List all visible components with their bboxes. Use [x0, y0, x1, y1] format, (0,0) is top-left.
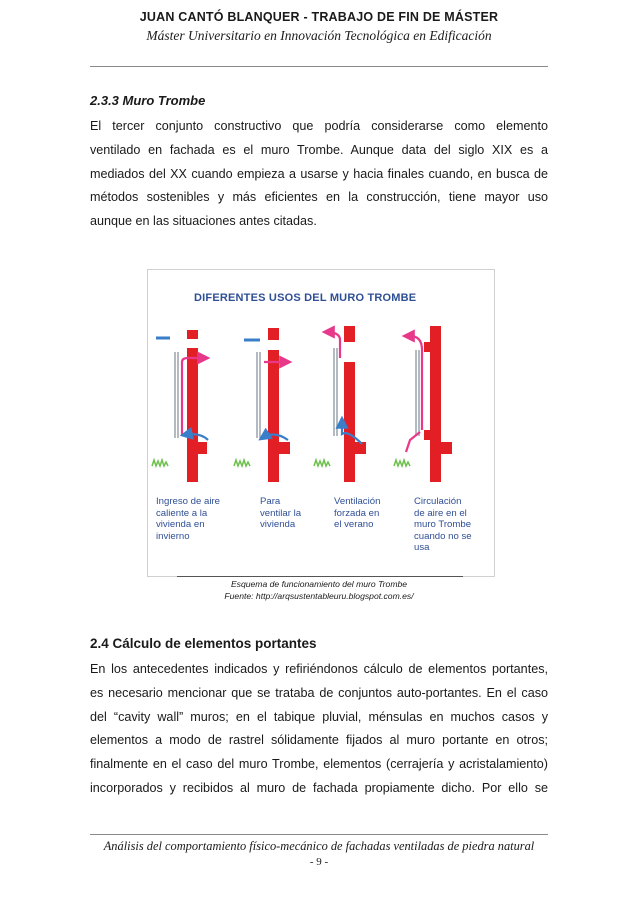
figure-caption: Esquema de funcionamiento del muro Trombe — [230, 579, 408, 589]
paragraph-line: En los antecedentes indicados y refiriéndonos cálculo de elementos portantes, — [90, 662, 548, 676]
glazing-icon — [334, 348, 337, 436]
grass-icon — [394, 460, 410, 466]
paragraph-line: mediados del XX cuando empieza a usarse y hacia finales cuando, en busca de — [90, 166, 548, 181]
grass-icon — [234, 460, 250, 466]
wall-section-icon — [424, 326, 452, 482]
cold-air-arrow-icon — [406, 432, 420, 452]
panel-3-summer-forced-ventilation — [314, 326, 366, 482]
section-heading-muro-trombe: 2.3.3 Muro Trombe — [90, 93, 206, 108]
paragraph-line: ventilado en fachada es el muro Trombe. Aunque data del siglo XIX es a — [90, 142, 548, 157]
paragraph-line: incorporados y recibidos al muro de fachada propiamente dicho. Por ello se — [90, 780, 548, 795]
glazing-icon — [416, 350, 419, 436]
figure-label-winter: Ingreso de aire caliente a la vivienda en invierno — [156, 496, 220, 542]
wall-section-icon — [344, 326, 366, 482]
figure-source: Fuente: http://arqsustentableuru.blogspot.com.es/ — [224, 591, 414, 601]
section-heading-calculo: 2.4 Cálculo de elementos portantes — [90, 636, 317, 651]
paragraph-line: El tercer conjunto constructivo que podría considerarse como elemento — [90, 119, 548, 133]
wall-section-icon — [187, 330, 207, 482]
header-subtitle: Máster Universitario en Innovación Tecnológica en Edificación — [146, 28, 492, 43]
header-title: JUAN CANTÓ BLANQUER - TRABAJO DE FIN DE MÁSTER — [139, 10, 499, 24]
paragraph-line: elementos a modo de rastrel sólidamente fijados al muro portante en otros; — [90, 733, 548, 748]
figure-label-ventilate: Para ventilar la vivienda — [260, 496, 302, 531]
figure-label-idle: Circulación de aire en el muro Trombe cuando no se usa — [414, 496, 472, 554]
figure-rule — [177, 576, 463, 577]
header-divider — [90, 66, 548, 67]
paragraph-line: métodos sostenibles y más eficientes en la construcción, tiene mayor uso — [90, 190, 548, 205]
paragraph-line: es necesario mencionar que se trataba de conjuntos auto-portantes. En el caso — [90, 685, 548, 700]
paragraph-calculo — [90, 657, 548, 800]
grass-icon — [314, 460, 330, 466]
footer-divider — [90, 834, 548, 835]
paragraph-muro-trombe — [90, 115, 548, 234]
page-number: - 9 - — [309, 856, 329, 868]
warm-air-arrow-icon — [326, 332, 340, 358]
figure-title: DIFERENTES USOS DEL MURO TROMBE — [194, 292, 417, 304]
grass-icon — [152, 460, 168, 466]
wall-section-icon — [268, 328, 290, 482]
paragraph-line: aunque en las situaciones antes citadas. — [90, 214, 317, 229]
glazing-icon — [175, 352, 178, 438]
glazing-icon — [257, 352, 260, 438]
footer-text: Análisis del comportamiento físico-mecánico de fachadas ventiladas de piedra natural — [103, 839, 535, 853]
panel-2-ventilation — [234, 328, 290, 482]
panel-1-winter-heating — [152, 330, 208, 482]
figure-label-summer: Ventilación forzada en el verano — [334, 496, 381, 531]
panel-4-idle-circulation — [394, 326, 452, 482]
trombe-wall-figure — [147, 269, 495, 577]
paragraph-line: finalmente en el caso del muro Trombe, elementos (cerrajería y acristalamiento) — [90, 757, 548, 772]
paragraph-line: del “cavity wall” muros; en el tabique pluvial, ménsulas en muchos casos y — [90, 709, 548, 724]
